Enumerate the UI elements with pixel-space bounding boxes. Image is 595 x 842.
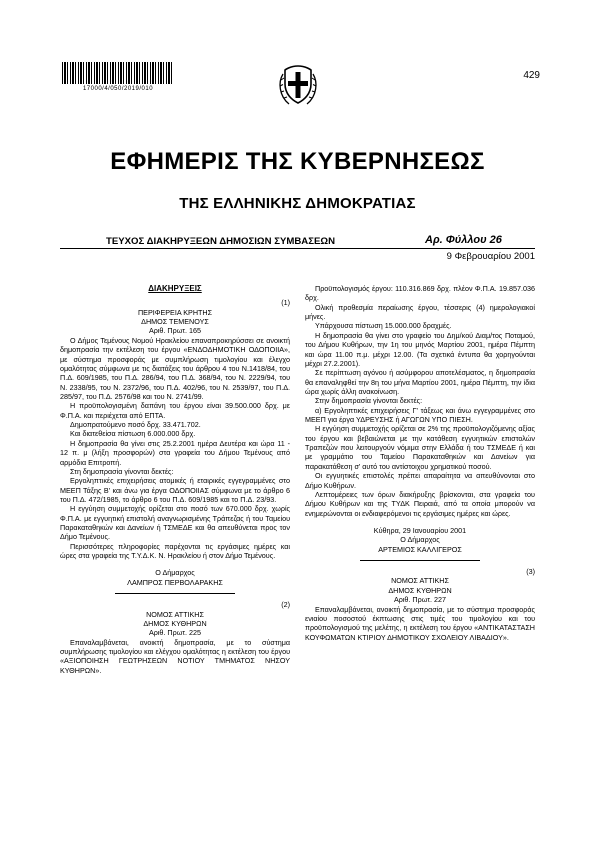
notice-protocol: Αριθ. Πρωτ. 227 [393,595,447,605]
notice-paragraph: Στην δημοπρασία γίνονται δεκτές: [315,396,423,406]
signatory-title: Ο Δήμαρχος [155,568,195,578]
notice-protocol: Αριθ. Πρωτ. 225 [148,628,202,638]
barcode-number: 17000/4/050/2019/010 [82,86,154,92]
signatory-title: Ο Δήμαρχος [400,535,440,545]
notice-paragraph: Η δημοπρασία θα γίνει στο γραφείο του Δημ/κού Διαμ/τος Ποταμού, του Δήμου Κυθήρων, την 1η του μηνός Μαρτίου 2001, ημέρα Πέμπτη και ώρα 11.00 π.μ. μέχρι 12.00. (Τα σχετικά έντυπα θα χορηγούνται μέχρι 27.2.2001). [305,330,535,368]
notice-municipality: ΔΗΜΟΣ ΚΥΘΗΡΩΝ [388,585,452,595]
signatory-name: ΑΡΤΕΜΙΟΣ ΚΑΛΛΙΓΕΡΟΣ [378,544,462,554]
notice-paragraph: Προϋπολογισμός έργου: 110.316.869 δρχ. πλέον Φ.Π.Α. 19.857.036 δρχ. [305,284,535,303]
notice-paragraph: Και διατεθείσα πίστωση 6.000.000 δρχ. [70,429,196,439]
notice-paragraph: Σε περίπτωση αγόνου ή ασύμφορου αποτελέσματος, η δημοπρασία θα επαναληφθεί την 8η του μήνα Μαρτίου 2001, ημέρα Πέμπτη, την ίδια ώρα χωρίς άλλη ανακοίνωση. [305,368,535,396]
section-heading: ΔΙΑΚΗΡΥΞΕΙΣ [148,284,202,293]
page-number: 429 [523,70,540,81]
notice-paragraph: Ολική προθεσμία περαίωσης έργου, τέσσερις (4) ημερολογιακοί μήνες. [305,302,535,322]
notice-paragraph: Στη δημοπρασία γίνονται δεκτές: [70,466,174,476]
notice-paragraph: Η προϋπολογισμένη δαπάνη του έργου είναι 39.500.000 δρχ. με Φ.Π.Α. και περιέχεται από ΕΠΤΑ. [60,401,290,420]
right-column [305,284,535,642]
gazette-title: ΕΦΗΜΕΡΙΣ ΤΗΣ ΚΥΒΕΡΝΗΣΕΩΣ [110,148,485,175]
notice-prefecture: ΝΟΜΟΣ ΑΤΤΙΚΗΣ [391,576,449,586]
notice-paragraph: Υπάρχουσα πίστωση 15.000.000 δραχμές. [315,321,452,331]
header-rule [60,248,535,249]
issue-type: ΤΕΥΧΟΣ ΔΙΑΚΗΡΥΞΕΩΝ ΔΗΜΟΣΙΩΝ ΣΥΜΒΑΣΕΩΝ [106,236,335,247]
notice-divider [360,560,480,561]
notice-paragraph: Δημοπρατούμενο ποσό δρχ. 33.471.702. [70,420,201,430]
barcode [62,62,174,84]
notice-paragraph: Εργοληπτικές επιχειρήσεις ατομικές ή εταιρικές εγγεγραμμένες στο ΜΕΕΠ Τάξης Β' και άνω για έργα ΟΔΟΠΟΙΙΑΣ σύμφωνα με το άρθρο 6 του Π.Δ. 472/1985, το άρθρο 6 του Π.Δ. 609/1985 και το Π.Δ. 23/93. [60,476,290,504]
notice-paragraph: α) Εργοληπτικές επιχειρήσεις Γ' τάξεως και άνω εγγεγραμμένες στο ΜΕΕΠ για έργα ΥΔΡΕΥΣΗΣ ή ΑΓΩΓΩΝ ΥΠΟ ΠΙΕΣΗ. [305,405,535,425]
notice-divider [115,593,235,594]
notice-paragraph: Επαναλαμβάνεται, ανοικτή δημοπρασία, με το σύστημα συμπλήρωσης τιμολογίου και ελέγχου ομαλότητας η εκτέλεση του έργου «ΑΞΙΟΠΟΙΗΣΗ ΓΕΩΤΡΗΣΕΩΝ ΝΟΤΙΟΥ ΤΜΗΜΑΤΟΣ ΝΗΣΟΥ ΚΥΘΗΡΩΝ». [60,637,290,675]
notice-paragraph: Η δημοπρασία θα γίνει στις 25.2.2001 ημέρα Δευτέρα και ώρα 11 - 12 π. μ (λήξη προσφορών) στα γραφεία του Δήμου Τεμένους από αρμόδια Επιτροπή. [60,438,290,467]
notice-paragraph: Περισσότερες πληροφορίες παρέχονται τις εργάσιμες ημέρες και ώρες στα γραφεία της Τ.Υ.Δ.Κ. Ν. Ηρακλείου ή στον Δήμο Τεμένους. [60,541,290,561]
notice-paragraph: Ο Δήμος Τεμένους Νομού Ηρακλείου επαναπροκηρύσσει σε ανοικτή δημοπρασία την εκτέλεση του έργου «ΕΝΔΟΔΗΜΟΤΙΚΗ ΟΔΟΠΟΙΙΑ», με σύστημα προσφοράς με συμπλήρωση τιμολογίου και έλεγχο ομαλότητας σύμφωνα με τις διατάξεις του άρθρου 4 του Ν.1418/84, του Π.Δ. 609/1985, του Π.Δ. 286/94, του Π.Δ. 368/94, του Ν. 2229/94, του Ν. 2338/95, του Ν. 2372/96, του Π.Δ. 402/96, του Ν. 2539/97, του Π.Δ. 285/97, του Π.Δ. 2576/98 και του Ν. 2741/99. [60,335,290,401]
notice-paragraph: Λεπτομέρειες των όρων διακήρυξης βρίσκονται, στα γραφεία του Δήμου Κυθήρων και της ΤΥΔΚ Πειραιά, από τα οποία μπορούν να ενημερώνονται οι ενδιαφερόμενοι τις εργάσιμες ημέρες και ώρες. [305,489,535,518]
notice-paragraph: Οι εγγυητικές επιστολές πρέπει απαραίτητα να απευθύνονται στο Δήμο Κυθήρων. [305,471,535,490]
issue-date: 9 Φεβρουαρίου 2001 [446,251,535,262]
sheet-number: Αρ. Φύλλου 26 [425,234,502,246]
place-date: Κύθηρα, 29 Ιανουαρίου 2001 [373,525,467,535]
notice-municipality: ΔΗΜΟΣ ΤΕΜΕΝΟΥΣ [141,317,209,327]
left-column [60,284,290,675]
notice-protocol: Αριθ. Πρωτ. 165 [148,326,202,336]
notice-number: (1) [281,298,290,308]
notice-number: (3) [526,567,535,577]
greek-coat-of-arms-icon [275,62,321,108]
notice-number: (2) [281,600,290,610]
notice-prefecture: ΝΟΜΟΣ ΑΤΤΙΚΗΣ [146,609,204,619]
gazette-subtitle: ΤΗΣ ΕΛΛΗΝΙΚΗΣ ΔΗΜΟΚΡΑΤΙΑΣ [179,195,416,212]
notice-paragraph: Επαναλαμβάνεται, ανοικτή δημοπρασία, με το σύστημα προσφοράς ενιαίου ποσοστού έκπτωσης στις τιμές του τιμολογίου και του προϋπολογισμού της μελέτης, η εκτέλεση του έργου «ΑΝΤΙΚΑΤΑΣΤΑΣΗ ΚΟΥΦΩΜΑΤΩΝ ΚΤΙΡΙΟΥ ΔΗΜΟΤΙΚΟΥ ΣΧΟΛΕΙΟΥ ΛΙΒΑΔΙΟΥ». [305,604,535,642]
notice-region: ΠΕΡΙΦΕΡΕΙΑ ΚΡΗΤΗΣ [137,307,213,317]
notice-paragraph: Η εγγύηση συμμετοχής ορίζεται στο ποσό των 670.000 δρχ. χωρίς Φ.Π.Α. με εγγυητική επιστολή αναγνωρισμένης Τράπεζας ή του Ταμείου Παρακαταθηκών και Δανείων ή ΤΣΜΕΔΕ και θα απευθύνεται προς τον Δήμο Τεμένους. [60,504,290,542]
signatory-name: ΛΑΜΠΡΟΣ ΠΕΡΒΟΛΑΡΑΚΗΣ [127,577,223,587]
notice-paragraph: Η εγγύηση συμμετοχής ορίζεται σε 2% της προϋπολογιζόμενης αξίας του έργου και βεβαιώνεται με την κατάθεση εγγυητικών επιστολών Τραπεζών που λειτουργούν νόμιμα στην Ελλάδα ή του ΤΣΜΕΔΕ ή και με γραμμάτιο του Ταμείου Παρακαταθηκών και Δανείων για παρακατάθεση σ' αυτό του αντίστοιχου χρηματικού ποσού. [305,424,535,471]
notice-municipality: ΔΗΜΟΣ ΚΥΘΗΡΩΝ [143,618,207,628]
